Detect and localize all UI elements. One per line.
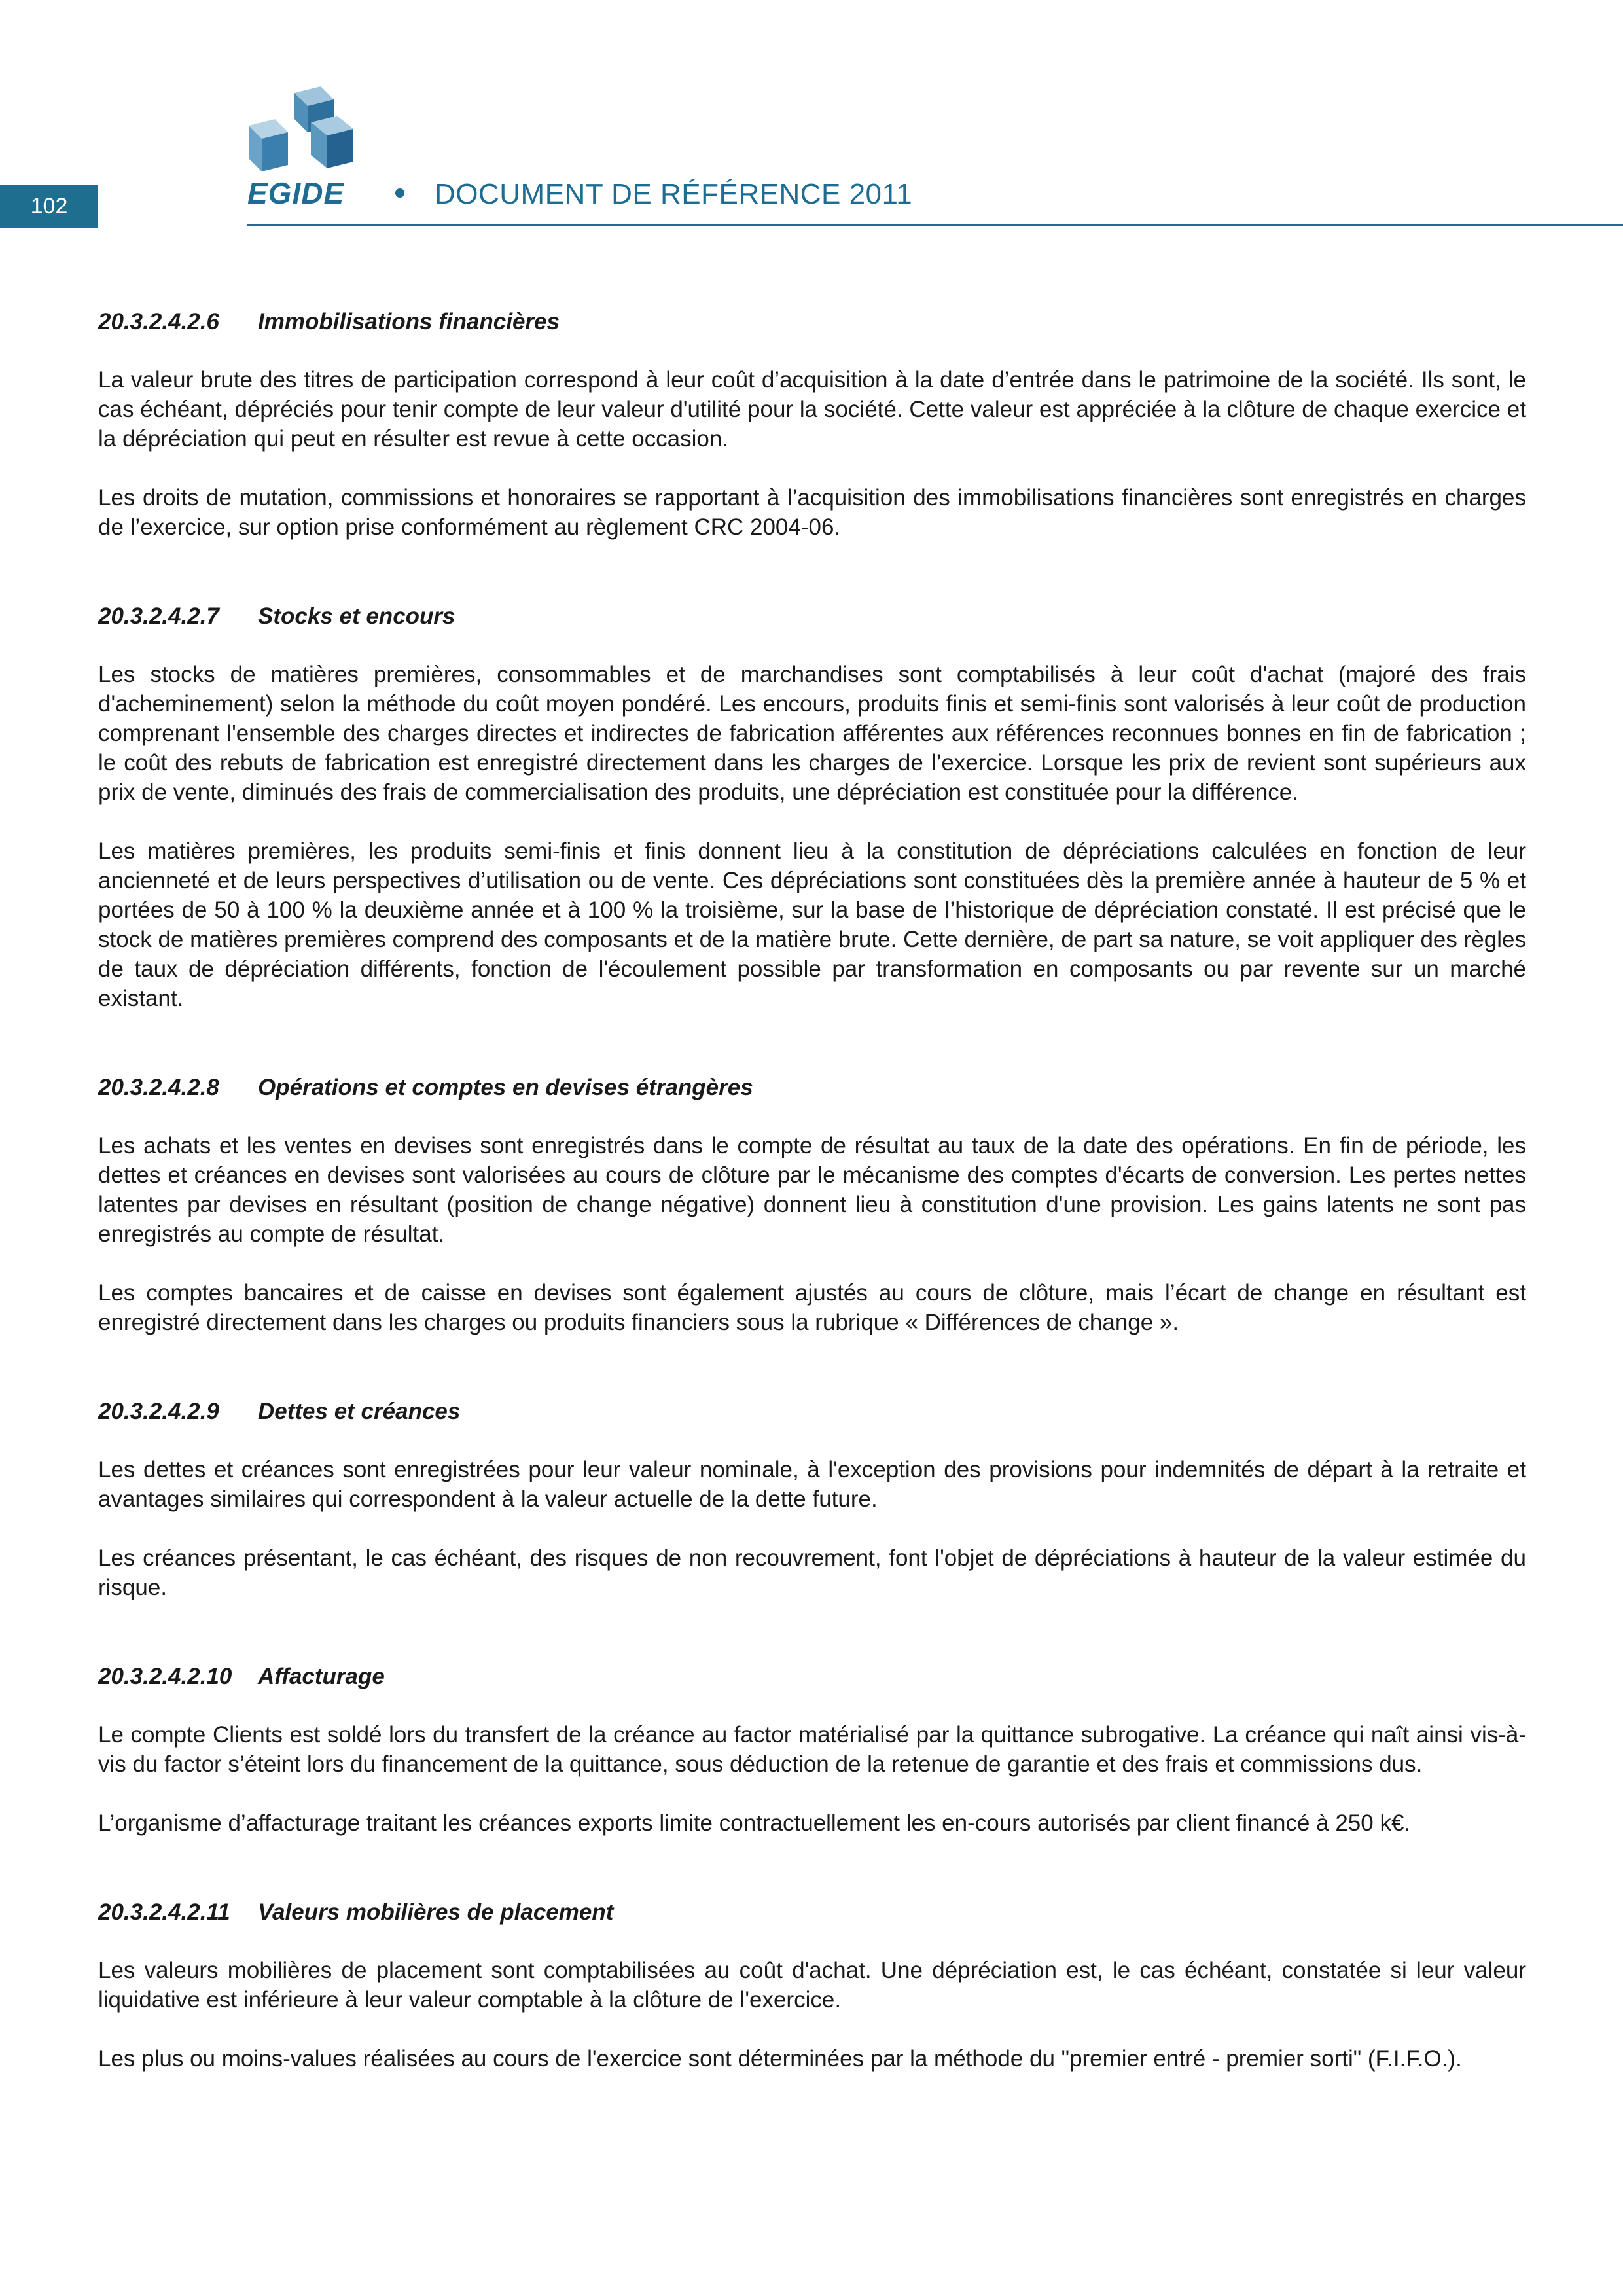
paragraph: Les comptes bancaires et de caisse en devises sont également ajustés au cours de clôture, mais l’écart de change en résultant est enregistré directement dans les charges ou produits financiers sous la rubrique « Différences de change ». bbox=[98, 1280, 1526, 1335]
section-title: Valeurs mobilières de placement bbox=[258, 1899, 614, 1925]
section-title: Affacturage bbox=[258, 1664, 385, 1689]
logo-wordmark: EGIDE bbox=[247, 176, 345, 210]
page-number: 102 bbox=[0, 185, 98, 228]
section-title: Dettes et créances bbox=[258, 1399, 461, 1424]
section-number: 20.3.2.4.2.10 bbox=[98, 1664, 232, 1689]
paragraph: Les droits de mutation, commissions et honoraires se rapportant à l’acquisition des immobilisations financières sont enregistrés en charges de l’exercice, sur option prise conformément au règlement CRC 2004-06. bbox=[98, 485, 1526, 540]
section-heading bbox=[98, 308, 1526, 336]
page-header bbox=[0, 0, 1623, 236]
section-number: 20.3.2.4.2.8 bbox=[98, 1075, 219, 1100]
section-heading bbox=[98, 1397, 1526, 1426]
paragraph: Les plus ou moins-values réalisées au cours de l'exercice sont déterminées par la méthode du "premier entré - premier sorti" (F.I.F.O.). bbox=[98, 2046, 1462, 2072]
section-operations-devises bbox=[98, 1073, 1526, 1337]
section-number: 20.3.2.4.2.9 bbox=[98, 1399, 219, 1424]
section-heading bbox=[98, 1898, 1526, 1927]
header-bullet bbox=[395, 188, 404, 198]
paragraph: Les matières premières, les produits semi-finis et finis donnent lieu à la constitution de dépréciations calculées en fonction de leur ancienneté et de leurs perspectives d’utilisation ou de vente. Ces dépréciations sont constituées dès la première année à hauteur de 5 % et portées de 50 à 100 % la deuxième année et à 100 % la troisième, sur la base de l’historique de dépréciation constaté. Il est précisé que le stock de matières premières comprend des composants et de la matière brute. Cette dernière, de part sa nature, se voit appliquer des règles de taux de dépréciation différents, fonction de l'écoulement possible par transformation en composants ou par revente sur un marché existant. bbox=[98, 838, 1526, 1011]
section-title: Opérations et comptes en devises étrangères bbox=[258, 1075, 753, 1100]
header-divider bbox=[247, 224, 1623, 226]
section-title: Immobilisations financières bbox=[258, 309, 560, 334]
paragraph: Les dettes et créances sont enregistrées pour leur valeur nominale, à l'exception des provisions pour indemnités de départ à la retraite et avantages similaires qui correspondent à la valeur actuelle de la dette future. bbox=[98, 1457, 1526, 1512]
page-body bbox=[98, 308, 1526, 2134]
section-heading bbox=[98, 602, 1526, 631]
paragraph: Les achats et les ventes en devises sont enregistrés dans le compte de résultat au taux de la date des opérations. En fin de période, les dettes et créances en devises sont valorisées au cours de clôture par le mécanisme des comptes d'écarts de conversion. Les pertes nettes latentes par devises en résultant (position de change négative) donnent lieu à constitution d'une provision. Les gains latents ne sont pas enregistrés au compte de résultat. bbox=[98, 1133, 1526, 1247]
document-title: DOCUMENT DE RÉFÉRENCE 2011 bbox=[435, 178, 913, 210]
section-title: Stocks et encours bbox=[258, 603, 455, 629]
paragraph: Les créances présentant, le cas échéant, des risques de non recouvrement, font l'objet de dépréciations à hauteur de la valeur estimée du risque. bbox=[98, 1545, 1526, 1600]
section-number: 20.3.2.4.2.11 bbox=[98, 1899, 230, 1925]
section-immobilisations-financieres bbox=[98, 308, 1526, 542]
paragraph: Les stocks de matières premières, consommables et de marchandises sont comptabilisés à leur coût d'achat (majoré des frais d'acheminement) selon la méthode du coût moyen pondéré. Les encours, produits finis et semi-finis sont valorisés à leur coût de production comprenant l'ensemble des charges directes et indirectes de fabrication afférentes aux références reconnues bonnes en fin de fabrication ; le coût des rebuts de fabrication est enregistré directement dans les charges de l’exercice. Lorsque les prix de revient sont supérieurs aux prix de vente, diminués des frais de commercialisation des produits, une dépréciation est constituée pour la différence. bbox=[98, 662, 1526, 805]
section-valeurs-mobilieres bbox=[98, 1898, 1526, 2073]
section-heading bbox=[98, 1662, 1526, 1691]
paragraph: Le compte Clients est soldé lors du transfert de la créance au factor matérialisé par la quittance subrogative. La créance qui naît ainsi vis-à-vis du factor s’éteint lors du financement de la quittance, sous déduction de la retenue de garantie et des frais et commissions dus. bbox=[98, 1722, 1526, 1777]
section-stocks-et-encours bbox=[98, 602, 1526, 1013]
section-number: 20.3.2.4.2.7 bbox=[98, 603, 219, 629]
section-number: 20.3.2.4.2.6 bbox=[98, 309, 219, 334]
paragraph: Les valeurs mobilières de placement sont comptabilisées au coût d'achat. Une dépréciation est, le cas échéant, constatée si leur valeur liquidative est inférieure à leur valeur comptable à la clôture de l'exercice. bbox=[98, 1958, 1526, 2013]
paragraph: La valeur brute des titres de participation correspond à leur coût d’acquisition à la date d’entrée dans le patrimoine de la société. Ils sont, le cas échéant, dépréciés pour tenir compte de leur valeur d'utilité pour la société. Cette valeur est appréciée à la clôture de chaque exercice et la dépréciation qui peut en résulter est revue à cette occasion. bbox=[98, 367, 1526, 452]
section-affacturage bbox=[98, 1662, 1526, 1838]
section-heading bbox=[98, 1073, 1526, 1102]
paragraph: L’organisme d’affacturage traitant les créances exports limite contractuellement les en-cours autorisés par client financé à 250 k€. bbox=[98, 1810, 1411, 1836]
section-dettes-et-creances bbox=[98, 1397, 1526, 1602]
